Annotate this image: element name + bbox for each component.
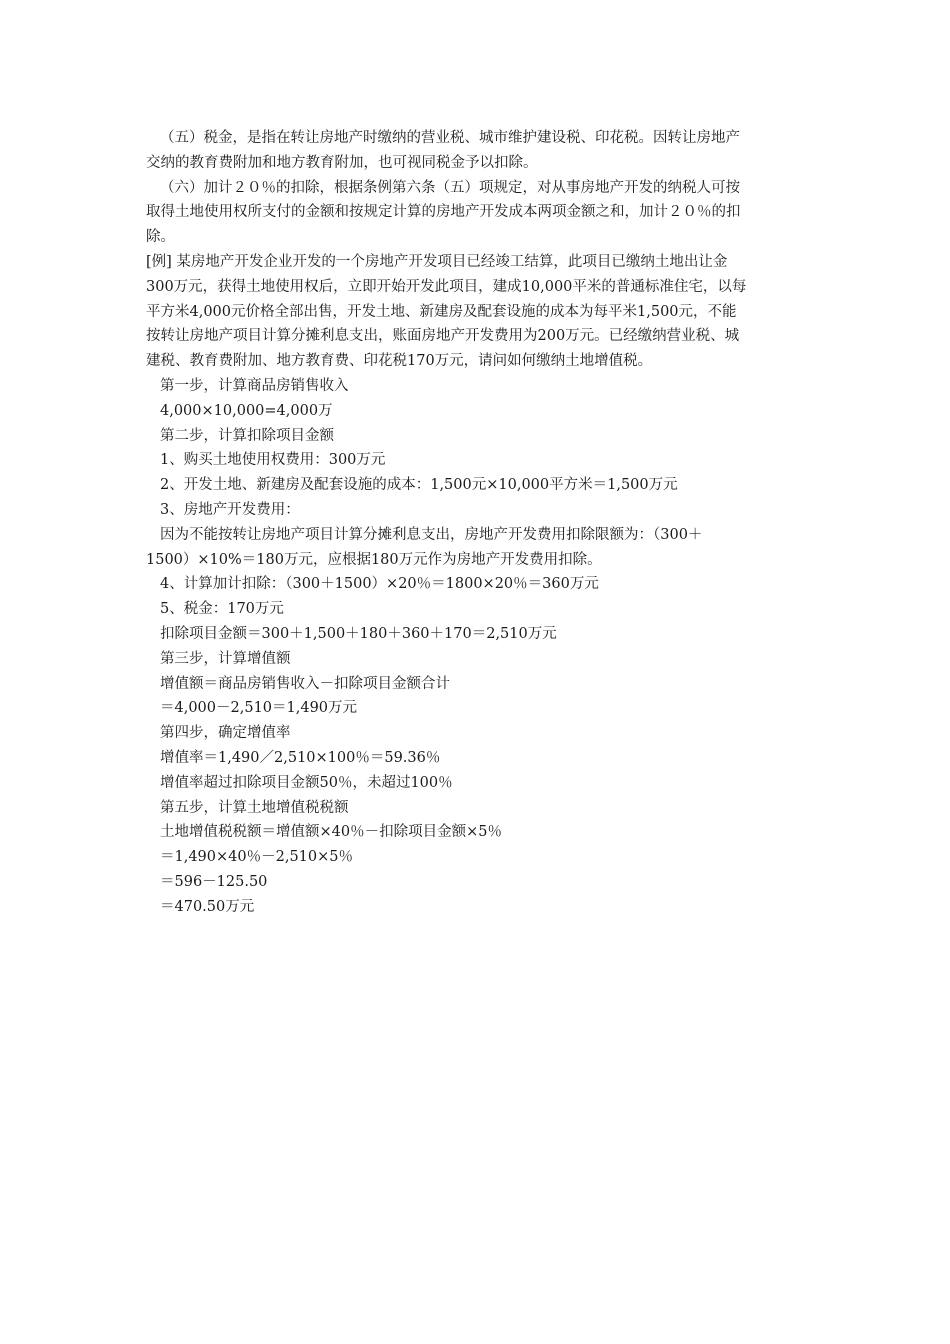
text-line: 除。 [146,229,175,246]
text-line: 1500）×10%＝180万元，应根据180万元作为房地产开发费用扣除。 [146,551,602,568]
text-line: 第二步，计算扣除项目金额 [160,427,334,444]
text-line: （六）加计２０％的扣除，根据条例第六条（五）项规定，对从事房地产开发的纳税人可按 [160,179,740,196]
text-line: 第一步，计算商品房销售收入 [160,377,349,394]
text-line: 第四步，确定增值率 [160,725,291,742]
text-line: ＝596－125.50 [160,873,268,890]
text-line: （五）税金，是指在转让房地产时缴纳的营业税、城市维护建设税、印花税。因转让房地产 [160,130,740,146]
text-line: 第三步，计算增值额 [160,650,291,667]
text-line: 5、税金：170万元 [160,601,284,618]
text-line: 土地增值税税额＝增值额×40％－扣除项目金额×5％ [160,824,502,841]
text-line: ＝1,490×40％－2,510×5％ [160,849,353,866]
text-line: 4,000×10,000=4,000万 [160,402,333,419]
document-body [144,126,814,920]
text-line: 2、开发土地、新建房及配套设施的成本：1,500元×10,000平方米＝1,500万元 [160,477,678,494]
text-line: 300万元，获得土地使用权后，立即开始开发此项目，建成10,000平米的普通标准住宅，以每 [146,278,747,295]
text-line: 取得土地使用权所支付的金额和按规定计算的房地产开发成本两项金额之和，加计２０％的扣 [146,204,741,221]
text-line: 平方米4,000元价格全部出售，开发土地、新建房及配套设施的成本为每平米1,500元，不能 [146,303,737,320]
text-line: 扣除项目金额＝300＋1,500＋180＋360＋170＝2,510万元 [160,625,557,642]
text-line: ＝470.50万元 [160,898,255,915]
text-line: 增值额＝商品房销售收入－扣除项目金额合计 [160,675,450,692]
text-line: [例] 某房地产开发企业开发的一个房地产开发项目已经竣工结算，此项目已缴纳土地出让金 [146,253,728,270]
text-line: 4、计算加计扣除：（300＋1500）×20％＝1800×20％＝360万元 [160,576,599,593]
text-line: 增值率超过扣除项目金额50％，未超过100％ [160,774,453,791]
text-line: ＝4,000－2,510＝1,490万元 [160,700,358,717]
text-line: 第五步，计算土地增值税税额 [160,799,349,816]
text-line: 3、房地产开发费用： [160,501,300,518]
text-line: 建税、教育费附加、地方教育费、印花税170万元，请问如何缴纳土地增值税。 [146,353,653,370]
text-line: 1、购买土地使用权费用：300万元 [160,452,386,469]
text-line: 因为不能按转让房地产项目计算分摊利息支出，房地产开发费用扣除限额为：（300＋ [160,526,703,543]
text-line: 交纳的教育费附加和地方教育附加，也可视同税金予以扣除。 [146,154,538,171]
text-line: 增值率＝1,490／2,510×100％＝59.36％ [160,749,441,766]
text-line: 按转让房地产项目计算分摊利息支出，账面房地产开发费用为200万元。已经缴纳营业税、城 [146,328,740,345]
